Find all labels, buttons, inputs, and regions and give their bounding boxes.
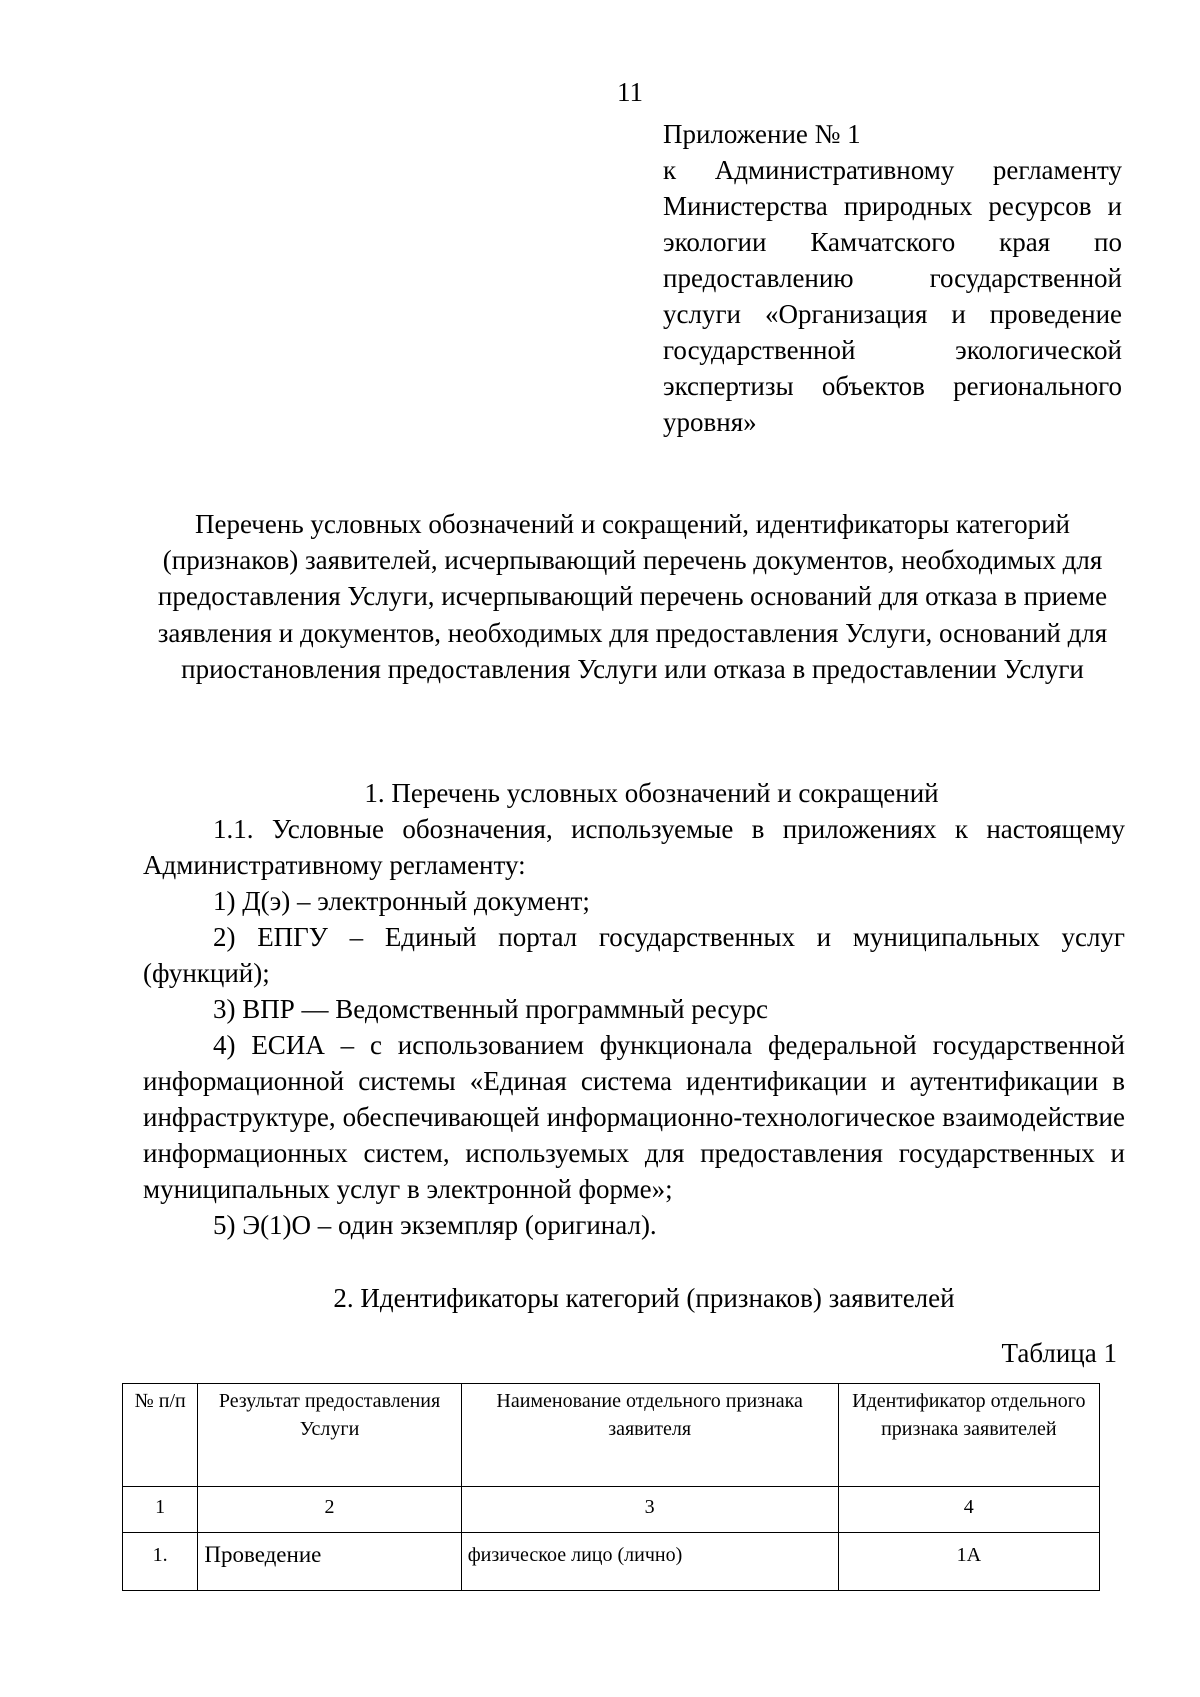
applicant-identifiers-table	[122, 1383, 1100, 1591]
column-number: 3	[461, 1487, 838, 1533]
appendix-title: Приложение № 1	[663, 119, 861, 149]
appendix-body: к Административному регламенту Министерства природных ресурсов и экологии Камчатского края по предоставлению государственной услуги «Организация и проведение государственной экологической экспертизы объектов регионального уровня»	[663, 155, 1122, 437]
header-number: № п/п	[123, 1384, 198, 1487]
header-identifier: Идентификатор отдельного признака заявителей	[838, 1384, 1099, 1487]
cell-result: Проведение	[198, 1533, 461, 1591]
paragraph-item-3: 3) ВПР — Ведомственный программный ресурс	[213, 994, 769, 1024]
section-2-title: 2. Идентификаторы категорий (признаков) заявителей	[333, 1283, 955, 1313]
paragraph-item-2: 2) ЕПГУ – Единый портал государственных и муниципальных услуг (функций);	[143, 922, 1125, 988]
header-attribute-name: Наименование отдельного признака заявителя	[461, 1384, 838, 1487]
cell-number: 1.	[123, 1533, 198, 1591]
cell-identifier: 1А	[838, 1533, 1099, 1591]
appendix-block	[663, 116, 1122, 440]
paragraph-item-4: 4) ЕСИА – с использованием функционала федеральной государственной информационной системы «Единая система идентификации и аутентификации в инфраструктуре, обеспечивающей информационно-технологическое взаимодействие информационных систем, используемых для предоставления государственных и муниципальных услуг в электронной форме»;	[143, 1030, 1125, 1204]
header-result: Результат предоставления Услуги	[198, 1384, 461, 1487]
page-number: 11	[617, 77, 643, 107]
section-1-title: 1. Перечень условных обозначений и сокращений	[364, 778, 939, 808]
column-number: 4	[838, 1487, 1099, 1533]
paragraph-1-1: 1.1. Условные обозначения, используемые в приложениях к настоящему Административному регламенту:	[143, 814, 1125, 880]
section-abbreviations	[143, 775, 1125, 1243]
table-label: Таблица 1	[1001, 1338, 1117, 1368]
paragraph-item-1: 1) Д(э) – электронный документ;	[213, 886, 590, 916]
table-column-number-row	[123, 1487, 1100, 1533]
paragraph-item-5: 5) Э(1)О – один экземпляр (оригинал).	[213, 1210, 657, 1240]
document-heading: Перечень условных обозначений и сокращений, идентификаторы категорий (признаков) заявителей, исчерпывающий перечень документов, необходимых для предоставления Услуги, исчерпывающий перечень оснований для отказа в приеме заявления и документов, необходимых для предоставления Услуги, оснований для приостановления предоставления Услуги или отказа в предоставлении Услуги	[157, 509, 1108, 684]
table-header-row	[123, 1384, 1100, 1487]
column-number: 1	[123, 1487, 198, 1533]
column-number: 2	[198, 1487, 461, 1533]
cell-attribute-name: физическое лицо (лично)	[461, 1533, 838, 1591]
table-row	[123, 1533, 1100, 1591]
